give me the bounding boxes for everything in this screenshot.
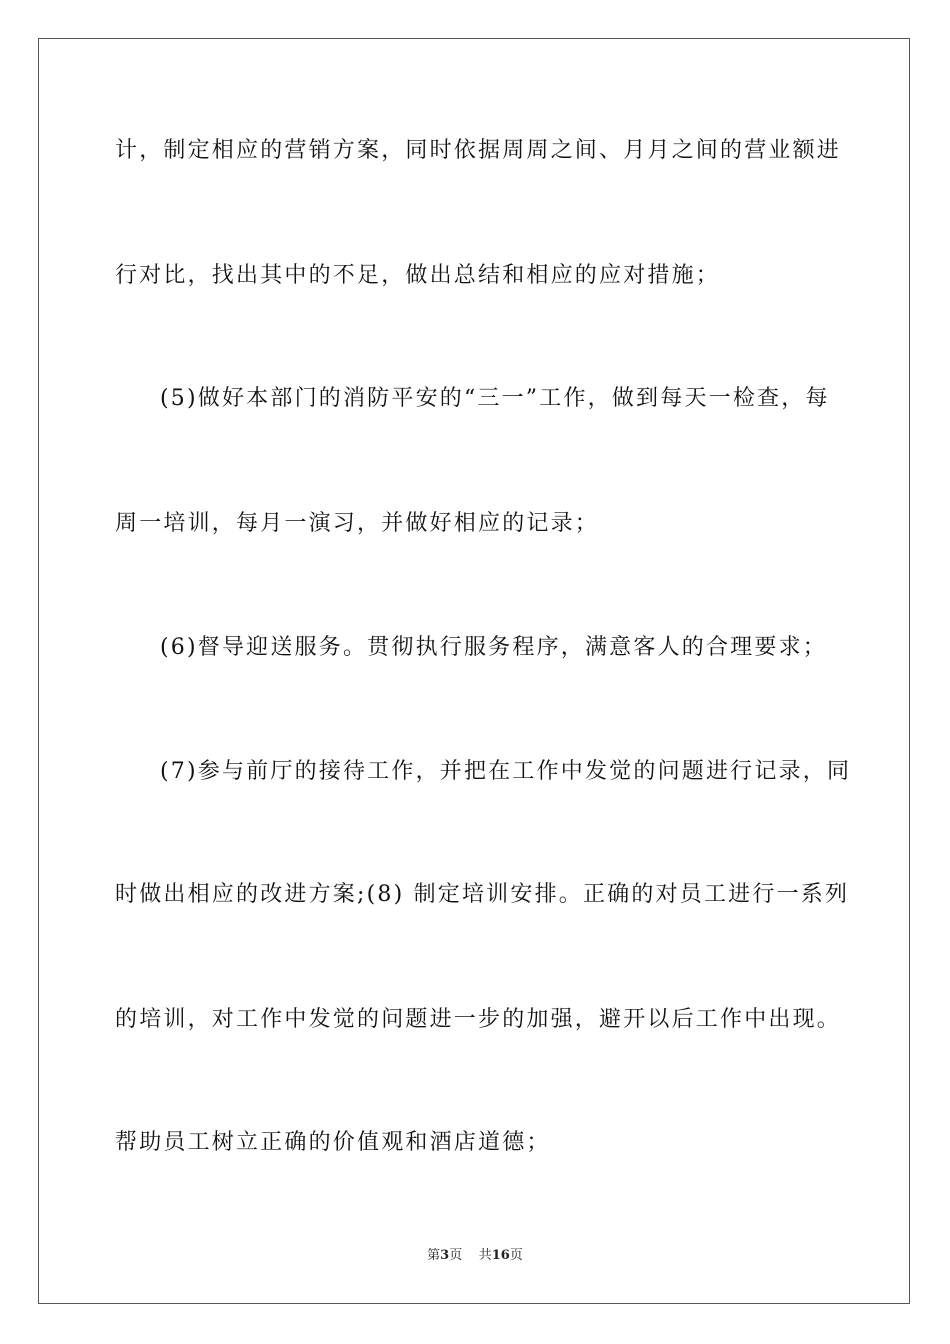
text-line: (7)参与前厅的接待工作，并把在工作中发觉的问题进行记录，同 <box>160 759 852 784</box>
text-line: 周一培训，每月一演习，并做好相应的记录； <box>115 511 600 536</box>
page-prefix: 第 <box>427 1248 441 1263</box>
total-pages: 16 <box>491 1248 510 1263</box>
page-number: 3 <box>440 1248 450 1263</box>
text-line: 时做出相应的改进方案;(8) 制定培训安排。正确的对员工进行一系列 <box>115 882 850 907</box>
text-line: 的培训，对工作中发觉的问题进一步的加强，避开以后工作中出现。 <box>115 1007 842 1032</box>
page-border <box>38 38 910 1304</box>
total-prefix: 共 <box>478 1248 492 1263</box>
page-suffix: 页 <box>449 1248 463 1263</box>
text-line: (5)做好本部门的消防平安的“三一”工作，做到每天一检查，每 <box>160 386 830 411</box>
text-line: 帮助员工树立正确的价值观和酒店道德； <box>115 1130 551 1155</box>
total-suffix: 页 <box>509 1248 523 1263</box>
page-footer <box>0 1248 950 1264</box>
text-line: 行对比，找出其中的不足，做出总结和相应的应对措施； <box>115 263 721 288</box>
text-line: 计，制定相应的营销方案，同时依据周周之间、月月之间的营业额进 <box>115 138 842 163</box>
text-line: (6)督导迎送服务。贯彻执行服务程序，满意客人的合理要求； <box>160 635 827 660</box>
